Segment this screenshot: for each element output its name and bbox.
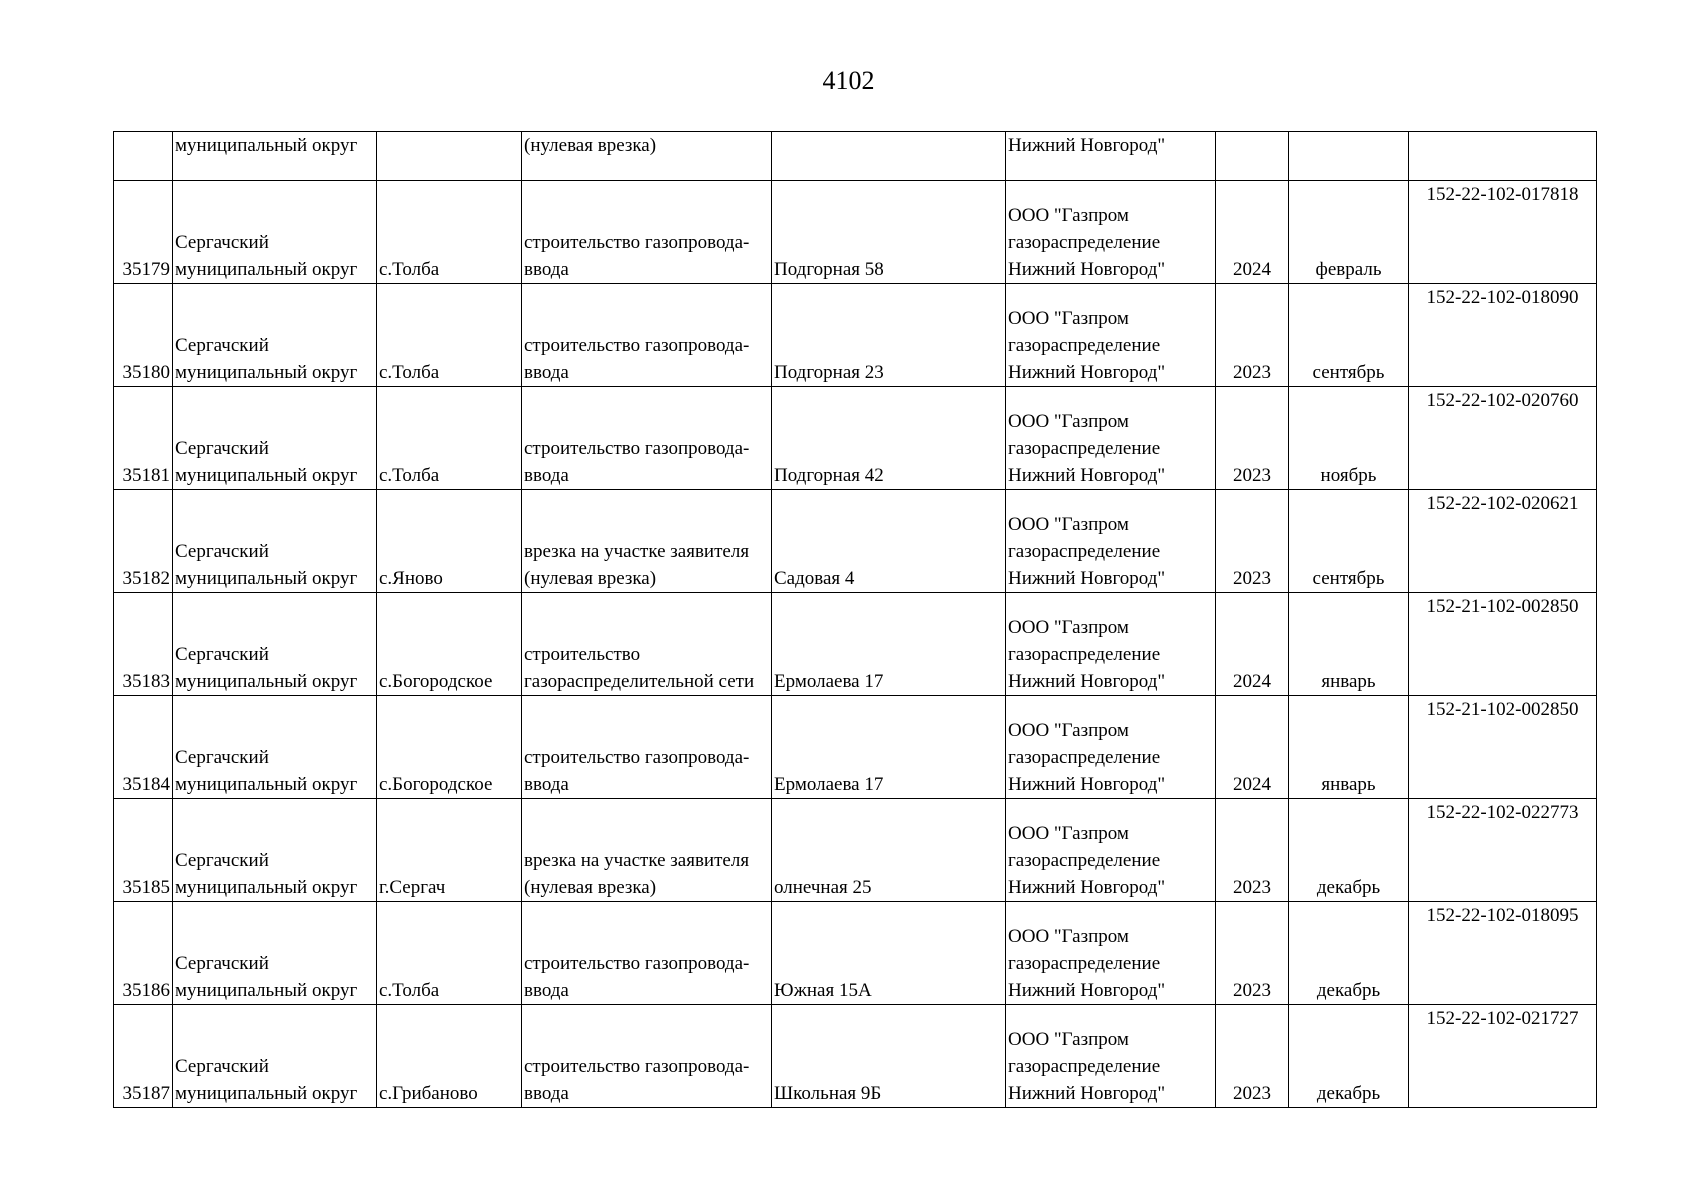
cell-number: 35179	[114, 181, 173, 284]
cell-line: ввода	[524, 980, 569, 1001]
cell-address: Подгорная 23	[772, 284, 1006, 387]
cell-line: врезка на участке заявителя	[524, 541, 750, 562]
cell-year: 2023	[1216, 387, 1289, 490]
cell-number: 35186	[114, 902, 173, 1005]
cell-line: строительство газопровода-	[524, 953, 750, 974]
cell-line: Нижний Новгород"	[1008, 568, 1166, 589]
cell-year: 2024	[1216, 696, 1289, 799]
cell-code: 152-21-102-002850	[1409, 593, 1597, 696]
cell-organization	[1006, 490, 1216, 593]
cell-line: Сергачский	[175, 541, 269, 562]
cell-line: газораспределение	[1008, 850, 1161, 871]
page-number: 4102	[822, 66, 875, 95]
cell-address: Подгорная 58	[772, 181, 1006, 284]
cell-number: 35183	[114, 593, 173, 696]
cell-line: газораспределение	[1008, 541, 1161, 562]
cell-line: (нулевая врезка)	[524, 877, 657, 898]
cell-line: газораспределение	[1008, 953, 1161, 974]
cell-month	[1289, 132, 1409, 181]
cell-settlement: с.Богородское	[377, 593, 522, 696]
cell-address: Садовая 4	[772, 490, 1006, 593]
cell-line: муниципальный округ	[175, 980, 358, 1001]
cell-number: 35187	[114, 1005, 173, 1108]
cell-line: газораспределение	[1008, 438, 1161, 459]
cell-month: январь	[1289, 593, 1409, 696]
cell-district	[173, 799, 377, 902]
cell-district	[173, 490, 377, 593]
cell-code: 152-21-102-002850	[1409, 696, 1597, 799]
cell-line: ООО "Газпром	[1008, 205, 1129, 226]
cell-line: Нижний Новгород"	[1008, 362, 1166, 383]
cell-line: Сергачский	[175, 1056, 269, 1077]
cell-line: газораспределение	[1008, 747, 1161, 768]
cell-organization	[1006, 1005, 1216, 1108]
cell-organization	[1006, 284, 1216, 387]
cell-line: Нижний Новгород"	[1008, 1083, 1166, 1104]
cell-line: Нижний Новгород"	[1008, 877, 1166, 898]
cell-settlement: с.Толба	[377, 181, 522, 284]
cell-line: ООО "Газпром	[1008, 617, 1129, 638]
cell-line: ООО "Газпром	[1008, 308, 1129, 329]
cell-address: Южная 15А	[772, 902, 1006, 1005]
cell-work-type: (нулевая врезка)	[522, 132, 772, 181]
cell-line: ввода	[524, 362, 569, 383]
cell-district	[173, 284, 377, 387]
cell-line: муниципальный округ	[175, 259, 358, 280]
cell-number: 35181	[114, 387, 173, 490]
continuation-row	[114, 132, 1597, 181]
cell-line: Сергачский	[175, 232, 269, 253]
cell-number: 35184	[114, 696, 173, 799]
cell-settlement: с.Яново	[377, 490, 522, 593]
table-row	[114, 799, 1597, 902]
cell-year: 2023	[1216, 284, 1289, 387]
cell-district	[173, 696, 377, 799]
cell-line: ввода	[524, 465, 569, 486]
cell-line: ООО "Газпром	[1008, 720, 1129, 741]
cell-line: ООО "Газпром	[1008, 1029, 1129, 1050]
cell-line: (нулевая врезка)	[524, 568, 657, 589]
cell-code	[1409, 132, 1597, 181]
cell-district: муниципальный округ	[173, 132, 377, 181]
cell-district	[173, 902, 377, 1005]
cell-work-type	[522, 1005, 772, 1108]
cell-line: Сергачский	[175, 953, 269, 974]
cell-line: газораспределение	[1008, 335, 1161, 356]
cell-line: ООО "Газпром	[1008, 823, 1129, 844]
cell-line: газораспределение	[1008, 644, 1161, 665]
cell-line: строительство газопровода-	[524, 232, 750, 253]
cell-code: 152-22-102-020760	[1409, 387, 1597, 490]
cell-district	[173, 181, 377, 284]
cell-address: Школьная 9Б	[772, 1005, 1006, 1108]
cell-settlement: с.Толба	[377, 387, 522, 490]
cell-organization: Нижний Новгород"	[1006, 132, 1216, 181]
cell-number: 35185	[114, 799, 173, 902]
cell-line: строительство газопровода-	[524, 1056, 750, 1077]
cell-line: строительство газопровода-	[524, 335, 750, 356]
cell-line: Сергачский	[175, 747, 269, 768]
cell-line: Сергачский	[175, 850, 269, 871]
cell-line: Нижний Новгород"	[1008, 465, 1166, 486]
cell-code: 152-22-102-022773	[1409, 799, 1597, 902]
cell-year: 2023	[1216, 902, 1289, 1005]
cell-code: 152-22-102-017818	[1409, 181, 1597, 284]
cell-district	[173, 1005, 377, 1108]
cell-address: олнечная 25	[772, 799, 1006, 902]
cell-line: муниципальный округ	[175, 1083, 358, 1104]
cell-line: Нижний Новгород"	[1008, 259, 1166, 280]
cell-year	[1216, 132, 1289, 181]
cell-line: ввода	[524, 774, 569, 795]
cell-line: газораспределение	[1008, 232, 1161, 253]
cell-line: ООО "Газпром	[1008, 514, 1129, 535]
cell-work-type	[522, 799, 772, 902]
table-row	[114, 902, 1597, 1005]
cell-district	[173, 387, 377, 490]
cell-work-type	[522, 490, 772, 593]
cell-settlement: с.Толба	[377, 284, 522, 387]
table-body	[114, 132, 1597, 1108]
cell-organization	[1006, 181, 1216, 284]
cell-work-type	[522, 387, 772, 490]
cell-line: врезка на участке заявителя	[524, 850, 750, 871]
cell-line: газораспределительной сети	[524, 671, 755, 692]
cell-settlement: с.Толба	[377, 902, 522, 1005]
cell-line: ООО "Газпром	[1008, 411, 1129, 432]
cell-line: Сергачский	[175, 335, 269, 356]
cell-month: декабрь	[1289, 1005, 1409, 1108]
cell-organization	[1006, 696, 1216, 799]
cell-organization	[1006, 593, 1216, 696]
cell-settlement	[377, 132, 522, 181]
cell-month: сентябрь	[1289, 490, 1409, 593]
cell-code: 152-22-102-021727	[1409, 1005, 1597, 1108]
cell-month: сентябрь	[1289, 284, 1409, 387]
cell-line: Сергачский	[175, 438, 269, 459]
cell-line: муниципальный округ	[175, 465, 358, 486]
cell-organization	[1006, 902, 1216, 1005]
cell-settlement: г.Сергач	[377, 799, 522, 902]
cell-month: ноябрь	[1289, 387, 1409, 490]
cell-code: 152-22-102-018090	[1409, 284, 1597, 387]
cell-code: 152-22-102-020621	[1409, 490, 1597, 593]
cell-month: январь	[1289, 696, 1409, 799]
cell-year: 2023	[1216, 1005, 1289, 1108]
cell-organization	[1006, 799, 1216, 902]
cell-settlement: с.Богородское	[377, 696, 522, 799]
cell-year: 2023	[1216, 490, 1289, 593]
cell-number: 35180	[114, 284, 173, 387]
cell-line: газораспределение	[1008, 1056, 1161, 1077]
cell-address: Ермолаева 17	[772, 696, 1006, 799]
table-row	[114, 181, 1597, 284]
cell-work-type	[522, 902, 772, 1005]
cell-month: декабрь	[1289, 799, 1409, 902]
cell-code: 152-22-102-018095	[1409, 902, 1597, 1005]
cell-line: муниципальный округ	[175, 877, 358, 898]
cell-month: декабрь	[1289, 902, 1409, 1005]
cell-line: строительство	[524, 644, 641, 665]
table-row	[114, 387, 1597, 490]
cell-line: муниципальный округ	[175, 362, 358, 383]
registry-table	[113, 131, 1597, 1108]
cell-line: Сергачский	[175, 644, 269, 665]
table-row	[114, 284, 1597, 387]
cell-work-type	[522, 593, 772, 696]
cell-line: строительство газопровода-	[524, 747, 750, 768]
cell-year: 2024	[1216, 593, 1289, 696]
cell-month: февраль	[1289, 181, 1409, 284]
cell-work-type	[522, 181, 772, 284]
cell-settlement: с.Грибаново	[377, 1005, 522, 1108]
cell-district	[173, 593, 377, 696]
cell-year: 2023	[1216, 799, 1289, 902]
cell-organization	[1006, 387, 1216, 490]
cell-line: муниципальный округ	[175, 568, 358, 589]
cell-line: ввода	[524, 1083, 569, 1104]
table-row	[114, 1005, 1597, 1108]
cell-line: ООО "Газпром	[1008, 926, 1129, 947]
cell-address	[772, 132, 1006, 181]
cell-line: муниципальный округ	[175, 774, 358, 795]
cell-line: строительство газопровода-	[524, 438, 750, 459]
cell-line: ввода	[524, 259, 569, 280]
cell-address: Подгорная 42	[772, 387, 1006, 490]
table-row	[114, 593, 1597, 696]
cell-line: Нижний Новгород"	[1008, 774, 1166, 795]
cell-work-type	[522, 284, 772, 387]
table-row	[114, 696, 1597, 799]
cell-work-type	[522, 696, 772, 799]
table-row	[114, 490, 1597, 593]
cell-year: 2024	[1216, 181, 1289, 284]
cell-line: муниципальный округ	[175, 671, 358, 692]
cell-line: Нижний Новгород"	[1008, 671, 1166, 692]
cell-address: Ермолаева 17	[772, 593, 1006, 696]
cell-line: Нижний Новгород"	[1008, 980, 1166, 1001]
cell-number	[114, 132, 173, 181]
cell-number: 35182	[114, 490, 173, 593]
